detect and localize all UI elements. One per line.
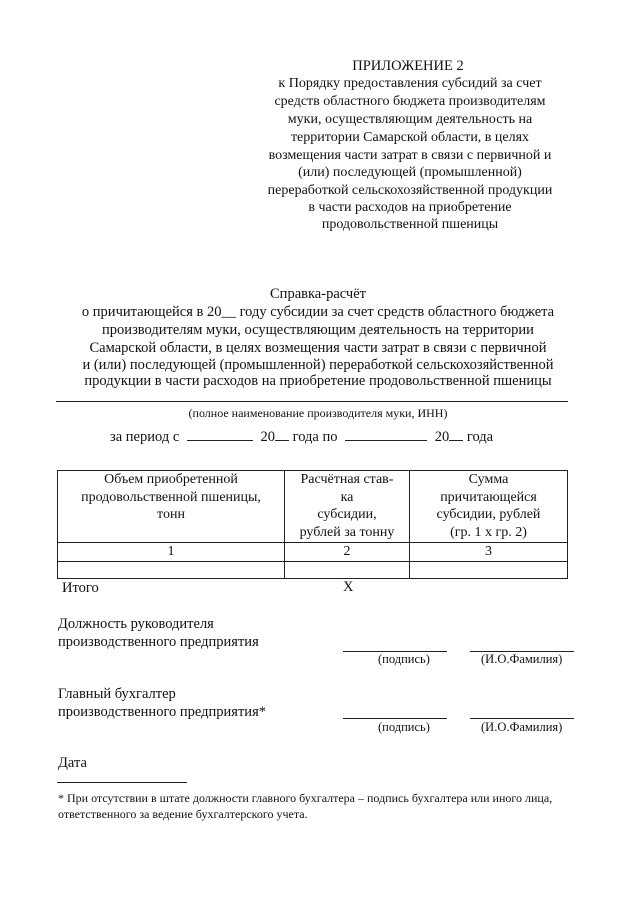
signature-role-line: производственного предприятия — [58, 634, 259, 650]
calculation-table — [57, 470, 568, 579]
annex-line: к Порядку предоставления субсидий за счет — [278, 76, 542, 91]
footnote: * При отсутствии в штате должности главного бухгалтера – подпись бухгалтера или иного лица, ответственного за ведение бухгалтерского учета. — [58, 791, 553, 821]
column-number-row — [58, 543, 568, 562]
header-amount-line: субсидии, рублей — [436, 507, 541, 522]
annex-line: переработкой сельскохозяйственной продукции — [267, 183, 553, 198]
annex-line: средств областного бюджета производителям — [274, 94, 546, 109]
table-header-row — [58, 471, 568, 543]
total-mark: X — [343, 579, 354, 595]
name-caption: (И.О.Фамилия) — [481, 720, 563, 734]
date-label: Дата — [58, 755, 87, 771]
annex-line: (или) последующей (промышленной) — [298, 165, 522, 180]
form-subtitle-line: производителям муки, осуществляющим деятельность на территории — [102, 322, 534, 338]
table-cell-rate[interactable] — [285, 561, 410, 578]
table-row — [58, 561, 568, 578]
period-year1: 20 — [260, 429, 276, 445]
header-rate — [285, 471, 410, 543]
total-label: Итого — [62, 580, 99, 596]
annex-line: в части расходов на приобретение — [308, 200, 512, 215]
header-volume-line: Объем приобретенной — [104, 472, 238, 487]
name-line[interactable] — [470, 718, 574, 719]
table-cell-amount[interactable] — [410, 561, 568, 578]
header-rate-line: рублей за тонну — [299, 524, 395, 540]
signature-caption: (подпись) — [378, 720, 430, 734]
header-volume — [58, 471, 285, 543]
form-subtitle-line: продукции в части расходов на приобретение продовольственной пшеницы — [84, 373, 552, 389]
table-cell-volume[interactable] — [58, 561, 285, 578]
name-caption: (И.О.Фамилия) — [481, 652, 563, 666]
period-line — [110, 428, 493, 446]
header-amount — [410, 471, 568, 543]
header-volume-line: тонн — [157, 507, 185, 522]
signature-role-line: Должность руководителя — [58, 616, 214, 632]
period-end-blank[interactable] — [345, 428, 427, 441]
column-number: 2 — [285, 543, 410, 562]
annex-line: территории Самарской области, в целях — [290, 130, 530, 145]
period-mid: года по — [292, 429, 338, 445]
header-amount-line: Сумма — [468, 472, 509, 487]
annex-line: продовольственной пшеницы — [321, 217, 499, 232]
period-year2: 20 — [434, 429, 450, 445]
signature-line[interactable] — [343, 718, 447, 719]
header-amount-line: причитающейся — [440, 489, 537, 505]
column-number: 3 — [410, 543, 568, 562]
header-rate-line: Расчётная став- — [300, 472, 394, 487]
producer-name-line[interactable] — [56, 401, 568, 402]
form-subtitle-line: и (или) последующей (промышленной) переработкой сельскохозяйственной — [82, 357, 554, 373]
signature-caption: (подпись) — [378, 652, 430, 666]
column-number: 1 — [58, 543, 285, 562]
period-prefix: за период с — [110, 429, 180, 445]
signature-role-line: производственного предприятия* — [58, 704, 266, 720]
header-rate-line: субсидии, — [317, 507, 377, 522]
header-volume-line: продовольственной пшеницы, — [81, 489, 261, 505]
period-year2-blank[interactable] — [449, 428, 463, 441]
form-subtitle-line: о причитающейся в 20__ году субсидии за счет средств областного бюджета — [81, 304, 555, 320]
footnote-divider — [57, 782, 187, 783]
producer-caption: (полное наименование производителя муки, ИНН) — [188, 406, 448, 420]
signature-role-line: Главный бухгалтер — [58, 686, 176, 702]
annex-title: ПРИЛОЖЕНИЕ 2 — [352, 58, 464, 74]
form-title: Справка-расчёт — [270, 286, 366, 302]
form-subtitle-line: Самарской области, в целях возмещения части затрат в связи с первичной — [89, 340, 547, 356]
header-amount-line: (гр. 1 х гр. 2) — [450, 524, 527, 540]
annex-line: возмещения части затрат в связи с первичной и — [268, 148, 552, 163]
header-rate-line: ка — [340, 489, 354, 505]
annex-line: муки, осуществляющим деятельность на — [287, 112, 533, 127]
period-year1-blank[interactable] — [275, 428, 289, 441]
period-start-blank[interactable] — [187, 428, 253, 441]
period-suffix: года — [466, 429, 494, 445]
